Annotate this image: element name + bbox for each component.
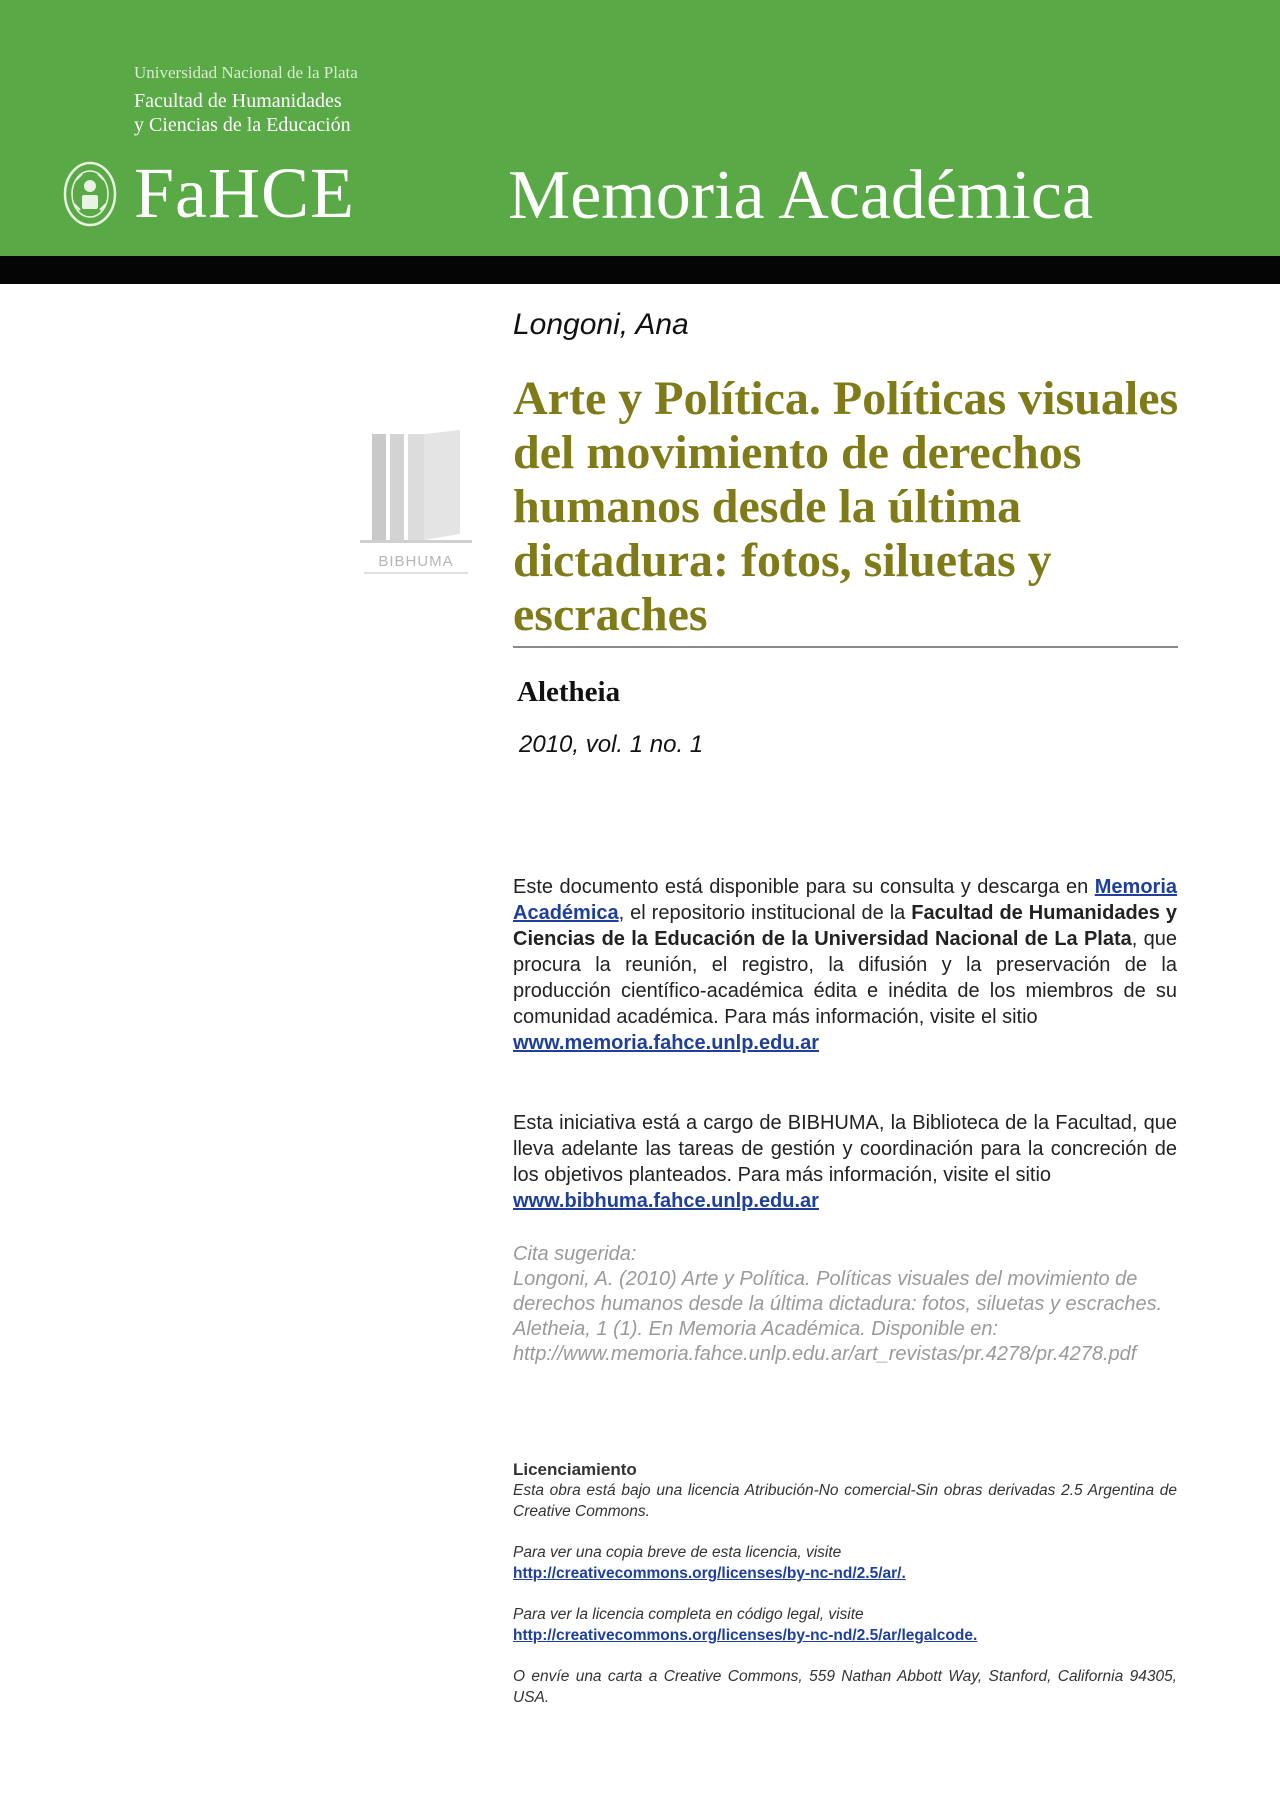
- license-mail-text: O envíe una carta a Creative Commons, 559 Nathan Abbott Way, Stanford, California 94305, USA.: [513, 1668, 1177, 1706]
- license-text: Esta obra está bajo una licencia Atribución-No comercial-Sin obras derivadas 2.5 Argentina de Creative Commons.: [513, 1482, 1177, 1520]
- faculty-name-line2: y Ciencias de la Educación: [134, 114, 351, 136]
- license-short-link[interactable]: http://creativecommons.org/licenses/by-nc-nd/2.5/ar/.: [513, 1565, 906, 1582]
- faculty-bold-text: Facultad de Humanidades y Ciencias de la Educación de la Universidad Nacional de La Plata: [513, 902, 1177, 950]
- license-heading: Licenciamiento: [513, 1460, 637, 1479]
- journal-name: Aletheia: [517, 676, 621, 708]
- book-spine-icon: [424, 430, 460, 540]
- fahce-logo-text: FaHCE: [134, 153, 355, 233]
- bibhuma-paragraph: [513, 1110, 1177, 1214]
- book-spine-icon: [390, 434, 404, 540]
- author-name: Longoni, Ana: [513, 308, 689, 341]
- header-banner: [0, 0, 1280, 256]
- book-spine-icon: [408, 434, 424, 540]
- book-spine-icon: [372, 434, 386, 540]
- memoria-website-link[interactable]: www.memoria.fahce.unlp.edu.ar: [513, 1032, 819, 1054]
- header-divider-bar: [0, 256, 1280, 284]
- citation-text: Longoni, A. (2010) Arte y Política. Políticas visuales del movimiento de derechos humanos desde la última dictadura: fotos, siluetas y escraches. Aletheia, 1 (1). En Memoria Académica. Disponible en:: [513, 1268, 1163, 1340]
- license-legal-link[interactable]: http://creativecommons.org/licenses/by-nc-nd/2.5/ar/legalcode.: [513, 1627, 978, 1644]
- info-text: , el repositorio institucional de la: [618, 902, 912, 924]
- info-text: , que procura la reunión, el registro, la difusión y la preservación de la producción científico-académica édita e inédita de los miembros de su comunidad académica. Para más información, visite el sitio: [513, 928, 1178, 1028]
- memoria-academica-link[interactable]: Memoria Académica: [513, 876, 1177, 924]
- university-seal-icon: [62, 160, 118, 228]
- bibhuma-website-link[interactable]: www.bibhuma.fahce.unlp.edu.ar: [513, 1190, 819, 1212]
- citation-url: http://www.memoria.fahce.unlp.edu.ar/art_revistas/pr.4278/pr.4278.pdf: [513, 1343, 1137, 1365]
- bibhuma-logo: [360, 430, 472, 580]
- volume-info: 2010, vol. 1 no. 1: [519, 731, 704, 758]
- availability-paragraph: [513, 874, 1177, 1056]
- bibhuma-text: Esta iniciativa está a cargo de BIBHUMA, la Biblioteca de la Facultad, que lleva adelante las tareas de gestión y coordinación para la concreción de los objetivos planteados. Para más información, visite el sitio: [513, 1112, 1177, 1186]
- suggested-citation: [513, 1242, 1177, 1367]
- bibhuma-label: BIBHUMA: [378, 553, 454, 570]
- university-name: Universidad Nacional de la Plata: [134, 63, 358, 82]
- license-short-block: [513, 1542, 1177, 1584]
- info-text: Este documento está disponible para su consulta y descarga en: [513, 876, 1095, 898]
- repository-name: Memoria Académica: [508, 157, 1094, 234]
- license-legal-block: [513, 1604, 1177, 1646]
- faculty-name-line1: Facultad de Humanidades: [134, 90, 342, 112]
- document-title: Arte y Política. Políticas visuales del movimiento de derechos humanos desde la última dictadura: fotos, siluetas y escraches: [513, 372, 1179, 641]
- license-short-text: Para ver una copia breve de esta licencia, visite: [513, 1544, 842, 1561]
- citation-label: Cita sugerida:: [513, 1243, 637, 1265]
- title-divider: [513, 646, 1178, 648]
- license-legal-text: Para ver la licencia completa en código legal, visite: [513, 1606, 864, 1623]
